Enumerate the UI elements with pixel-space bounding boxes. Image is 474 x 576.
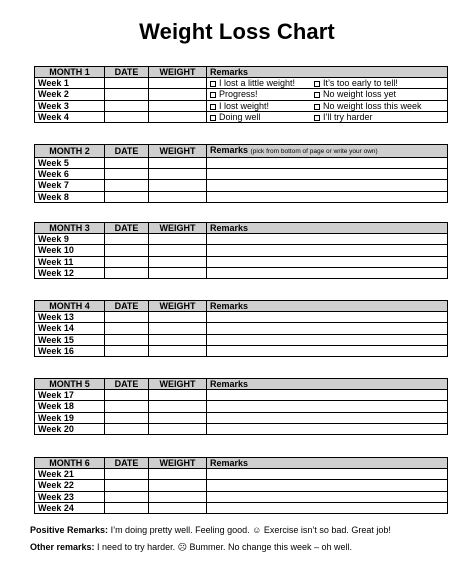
date-header: DATE bbox=[105, 145, 149, 158]
month-table bbox=[34, 457, 448, 514]
remarks-cell[interactable] bbox=[207, 180, 448, 191]
date-cell[interactable] bbox=[105, 480, 149, 491]
remarks-cell[interactable] bbox=[207, 256, 448, 267]
week-row bbox=[35, 480, 448, 491]
week-label: Week 16 bbox=[35, 345, 105, 356]
month-table bbox=[34, 378, 448, 435]
month-label: MONTH 2 bbox=[35, 145, 105, 158]
remark-option[interactable]: Doing well bbox=[210, 112, 314, 122]
date-cell[interactable] bbox=[105, 191, 149, 202]
month-table bbox=[34, 222, 448, 279]
date-cell[interactable] bbox=[105, 334, 149, 345]
week-label: Week 1 bbox=[35, 78, 105, 89]
weight-header: WEIGHT bbox=[149, 223, 207, 234]
remarks-header bbox=[207, 145, 448, 158]
week-row bbox=[35, 401, 448, 412]
weight-cell[interactable] bbox=[149, 502, 207, 513]
month-table bbox=[34, 144, 448, 203]
date-cell[interactable] bbox=[105, 423, 149, 434]
week-row bbox=[35, 256, 448, 267]
week-row bbox=[35, 323, 448, 334]
date-cell[interactable] bbox=[105, 412, 149, 423]
date-cell[interactable] bbox=[105, 469, 149, 480]
weight-cell[interactable] bbox=[149, 245, 207, 256]
remark-option[interactable]: No weight loss yet bbox=[314, 89, 396, 99]
remarks-cell[interactable] bbox=[207, 78, 448, 89]
date-cell[interactable] bbox=[105, 345, 149, 356]
week-row bbox=[35, 89, 448, 100]
week-row bbox=[35, 491, 448, 502]
remarks-cell[interactable] bbox=[207, 234, 448, 245]
weight-cell[interactable] bbox=[149, 111, 207, 122]
remark-option[interactable]: I’ll try harder bbox=[314, 112, 373, 122]
week-row bbox=[35, 423, 448, 434]
checkbox-icon[interactable] bbox=[210, 81, 216, 87]
remarks-cell[interactable] bbox=[207, 89, 448, 100]
week-row bbox=[35, 158, 448, 169]
week-label: Week 8 bbox=[35, 191, 105, 202]
other-remarks-label: Other remarks: bbox=[30, 542, 95, 552]
date-cell[interactable] bbox=[105, 312, 149, 323]
remarks-header: Remarks bbox=[207, 301, 448, 312]
date-cell[interactable] bbox=[105, 158, 149, 169]
remarks-cell[interactable] bbox=[207, 111, 448, 122]
weight-cell[interactable] bbox=[149, 401, 207, 412]
remarks-cell[interactable] bbox=[207, 423, 448, 434]
date-cell[interactable] bbox=[105, 180, 149, 191]
remarks-cell[interactable] bbox=[207, 345, 448, 356]
week-row bbox=[35, 469, 448, 480]
other-remarks-text: I need to try harder. ☹ Bummer. No change this week – oh well. bbox=[97, 542, 353, 552]
week-row bbox=[35, 169, 448, 180]
date-cell[interactable] bbox=[105, 323, 149, 334]
checkbox-icon[interactable] bbox=[210, 104, 216, 110]
weight-header: WEIGHT bbox=[149, 145, 207, 158]
date-cell[interactable] bbox=[105, 491, 149, 502]
week-row bbox=[35, 111, 448, 122]
week-label: Week 4 bbox=[35, 111, 105, 122]
month-header-row bbox=[35, 223, 448, 234]
date-cell[interactable] bbox=[105, 256, 149, 267]
weight-cell[interactable] bbox=[149, 412, 207, 423]
positive-remarks bbox=[30, 525, 391, 535]
weight-cell[interactable] bbox=[149, 491, 207, 502]
date-cell[interactable] bbox=[105, 390, 149, 401]
weight-cell[interactable] bbox=[149, 158, 207, 169]
weight-header: WEIGHT bbox=[149, 458, 207, 469]
weight-cell[interactable] bbox=[149, 334, 207, 345]
remarks-cell[interactable] bbox=[207, 100, 448, 111]
month-table bbox=[34, 300, 448, 357]
date-cell[interactable] bbox=[105, 245, 149, 256]
week-label: Week 19 bbox=[35, 412, 105, 423]
checkbox-icon[interactable] bbox=[314, 81, 320, 87]
page-title: Weight Loss Chart bbox=[139, 19, 335, 44]
week-label: Week 10 bbox=[35, 245, 105, 256]
month-header-row bbox=[35, 67, 448, 78]
remarks-cell[interactable] bbox=[207, 267, 448, 278]
remarks-cell[interactable] bbox=[207, 412, 448, 423]
remarks-label: Remarks bbox=[210, 145, 249, 155]
month-header-row bbox=[35, 458, 448, 469]
date-cell[interactable] bbox=[105, 89, 149, 100]
remarks-cell[interactable] bbox=[207, 469, 448, 480]
weight-cell[interactable] bbox=[149, 89, 207, 100]
weight-cell[interactable] bbox=[149, 480, 207, 491]
month-label: MONTH 6 bbox=[35, 458, 105, 469]
weight-cell[interactable] bbox=[149, 345, 207, 356]
week-row bbox=[35, 267, 448, 278]
week-row bbox=[35, 390, 448, 401]
month-header-row bbox=[35, 379, 448, 390]
remarks-header: Remarks bbox=[207, 458, 448, 469]
week-row bbox=[35, 312, 448, 323]
weight-cell[interactable] bbox=[149, 234, 207, 245]
weight-cell[interactable] bbox=[149, 312, 207, 323]
week-label: Week 14 bbox=[35, 323, 105, 334]
weight-cell[interactable] bbox=[149, 180, 207, 191]
month-label: MONTH 5 bbox=[35, 379, 105, 390]
remarks-header: Remarks bbox=[207, 67, 448, 78]
remarks-cell[interactable] bbox=[207, 245, 448, 256]
date-cell[interactable] bbox=[105, 502, 149, 513]
weight-cell[interactable] bbox=[149, 191, 207, 202]
remarks-cell[interactable] bbox=[207, 334, 448, 345]
remarks-cell[interactable] bbox=[207, 191, 448, 202]
week-label: Week 9 bbox=[35, 234, 105, 245]
week-label: Week 18 bbox=[35, 401, 105, 412]
remark-option[interactable]: I lost a little weight! bbox=[210, 78, 314, 88]
checkbox-icon[interactable] bbox=[314, 115, 320, 121]
week-row bbox=[35, 78, 448, 89]
weight-header: WEIGHT bbox=[149, 379, 207, 390]
week-label: Week 22 bbox=[35, 480, 105, 491]
date-header: DATE bbox=[105, 301, 149, 312]
month-header-row bbox=[35, 145, 448, 158]
remarks-header: Remarks bbox=[207, 379, 448, 390]
week-row bbox=[35, 345, 448, 356]
remark-option[interactable]: No weight loss this week bbox=[314, 101, 422, 111]
week-label: Week 5 bbox=[35, 158, 105, 169]
remarks-cell[interactable] bbox=[207, 312, 448, 323]
positive-remarks-label: Positive Remarks: bbox=[30, 525, 109, 535]
weight-header: WEIGHT bbox=[149, 301, 207, 312]
date-cell[interactable] bbox=[105, 267, 149, 278]
weight-header: WEIGHT bbox=[149, 67, 207, 78]
week-label: Week 17 bbox=[35, 390, 105, 401]
date-header: DATE bbox=[105, 458, 149, 469]
week-row bbox=[35, 180, 448, 191]
week-label: Week 21 bbox=[35, 469, 105, 480]
remarks-header: Remarks bbox=[207, 223, 448, 234]
month-table bbox=[34, 66, 448, 123]
remarks-hint: (pick from bottom of page or write your own) bbox=[250, 148, 378, 155]
month-label: MONTH 4 bbox=[35, 301, 105, 312]
checkbox-icon[interactable] bbox=[314, 104, 320, 110]
date-header: DATE bbox=[105, 379, 149, 390]
remark-option[interactable]: It’s too early to tell! bbox=[314, 78, 398, 88]
date-cell[interactable] bbox=[105, 100, 149, 111]
date-cell[interactable] bbox=[105, 401, 149, 412]
weight-cell[interactable] bbox=[149, 267, 207, 278]
remarks-cell[interactable] bbox=[207, 169, 448, 180]
weight-cell[interactable] bbox=[149, 423, 207, 434]
positive-remarks-text: I’m doing pretty well. Feeling good. ☺ Exercise isn’t so bad. Great job! bbox=[110, 525, 391, 535]
week-label: Week 3 bbox=[35, 100, 105, 111]
week-row bbox=[35, 234, 448, 245]
month-header-row bbox=[35, 301, 448, 312]
remarks-cell[interactable] bbox=[207, 480, 448, 491]
remarks-cell[interactable] bbox=[207, 401, 448, 412]
week-label: Week 7 bbox=[35, 180, 105, 191]
date-cell[interactable] bbox=[105, 169, 149, 180]
weight-cell[interactable] bbox=[149, 256, 207, 267]
remarks-cell[interactable] bbox=[207, 158, 448, 169]
week-label: Week 24 bbox=[35, 502, 105, 513]
weight-cell[interactable] bbox=[149, 100, 207, 111]
weight-cell[interactable] bbox=[149, 390, 207, 401]
month-label: MONTH 3 bbox=[35, 223, 105, 234]
date-cell[interactable] bbox=[105, 78, 149, 89]
weight-cell[interactable] bbox=[149, 469, 207, 480]
week-label: Week 12 bbox=[35, 267, 105, 278]
week-row bbox=[35, 245, 448, 256]
month-label: MONTH 1 bbox=[35, 67, 105, 78]
checkbox-icon[interactable] bbox=[210, 115, 216, 121]
week-label: Week 13 bbox=[35, 312, 105, 323]
remark-option[interactable]: I lost weight! bbox=[210, 101, 314, 111]
week-row bbox=[35, 502, 448, 513]
week-label: Week 2 bbox=[35, 89, 105, 100]
date-cell[interactable] bbox=[105, 111, 149, 122]
week-label: Week 6 bbox=[35, 169, 105, 180]
remark-option[interactable]: Progress! bbox=[210, 89, 314, 99]
week-row bbox=[35, 191, 448, 202]
other-remarks bbox=[30, 542, 352, 553]
week-label: Week 15 bbox=[35, 334, 105, 345]
week-row bbox=[35, 412, 448, 423]
week-label: Week 23 bbox=[35, 491, 105, 502]
remarks-cell[interactable] bbox=[207, 491, 448, 502]
date-header: DATE bbox=[105, 223, 149, 234]
weight-cell[interactable] bbox=[149, 169, 207, 180]
checkbox-icon[interactable] bbox=[314, 92, 320, 98]
remarks-cell[interactable] bbox=[207, 502, 448, 513]
weight-cell[interactable] bbox=[149, 323, 207, 334]
weight-cell[interactable] bbox=[149, 78, 207, 89]
checkbox-icon[interactable] bbox=[210, 92, 216, 98]
week-row bbox=[35, 100, 448, 111]
week-label: Week 20 bbox=[35, 423, 105, 434]
week-label: Week 11 bbox=[35, 256, 105, 267]
date-cell[interactable] bbox=[105, 234, 149, 245]
week-row bbox=[35, 334, 448, 345]
remarks-cell[interactable] bbox=[207, 323, 448, 334]
remarks-cell[interactable] bbox=[207, 390, 448, 401]
date-header: DATE bbox=[105, 67, 149, 78]
